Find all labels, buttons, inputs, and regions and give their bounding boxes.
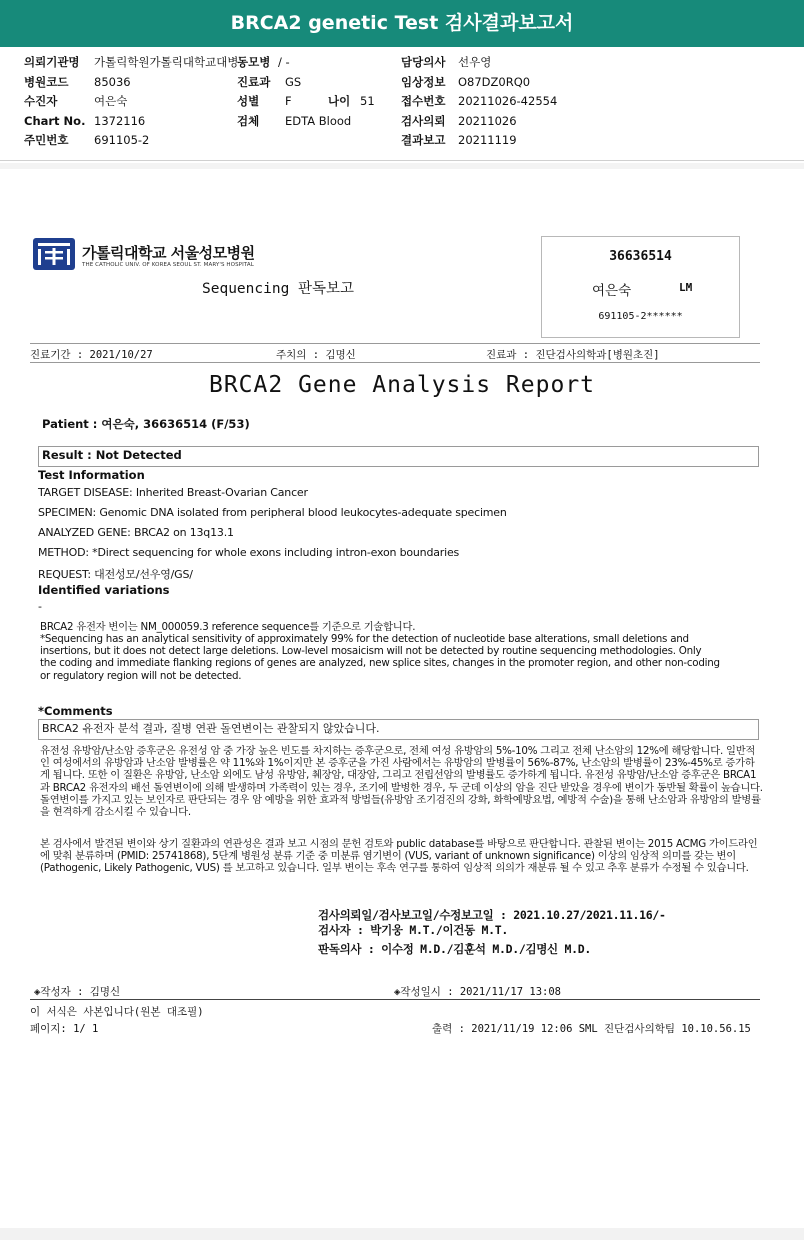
sensitivity-note: *Sequencing has an analytical sensitivity of approximately 99% for the detection of nucleotide base alterations, small deletions and insertions, but it does not detect large deletions. Low-level mosaicism will not be detected by routine sequencing methodologies. Only the coding and immediate flanking regions of genes are analyzed, new splice sites, changes in the promoter region, and other non-coding or regulatory region will not be detected. [40,633,720,682]
visit-department: 진료과 : 진단검사의학과[병원초진] [486,349,660,361]
patient-tag: LM [679,281,693,294]
meta-row-sex [237,92,375,112]
test-information-title: Test Information [38,468,145,482]
visit-bottom-rule [30,362,760,363]
meta-value: 85036 [94,74,131,89]
meta-key: 동모병 [237,55,271,69]
meta-row-hospital-suffix [237,53,375,73]
meta-key: 주민번호 [24,133,69,147]
meta-row-patient [24,92,238,112]
footer-page: 페이지: 1/ 1 [30,1023,99,1035]
patient-rrn: 691105-2****** [598,311,683,322]
signature-reader: 판독의사 : 이수정 M.D./김훈석 M.D./김명신 M.D. [318,942,591,956]
meta-row-report-date [401,131,557,151]
visit-date: 진료기간 : 2021/10/27 [30,349,153,361]
meta-value: EDTA Blood [285,113,352,128]
footer-copy-note: 이 서식은 사본입니다(원본 대조필) [30,1006,204,1018]
hospital-subtitle: THE CATHOLIC UNIV. OF KOREA SEOUL ST. MARY'S HOSPITAL [82,262,254,268]
meta-value-age: 51 [360,94,375,108]
footer-print-info: 출력 : 2021/11/19 12:06 SML 진단검사의학팀 10.10.56.15 [432,1023,751,1035]
meta-column-2 [237,53,375,131]
meta-key: 결과보고 [401,133,446,147]
identified-variations-value: - [38,600,42,613]
meta-row-hospital-code [24,73,238,93]
meta-key: 검사의뢰 [401,113,446,128]
meta-key: Chart No. [24,113,86,128]
reference-note: BRCA2 유전자 변이는 NM_000059.3 reference sequence를 기준으로 기술합니다. [40,621,416,633]
patient-name: 여은숙 [592,283,632,299]
comment-box: BRCA2 유전자 분석 결과, 질병 연관 돌연변이는 관찰되지 않았습니다. [38,719,759,740]
meta-value: 선우영 [458,55,492,69]
meta-column-3 [401,53,557,151]
signature-tester: 검사자 : 박기웅 M.T./이건동 M.T. [318,923,509,937]
meta-row-receipt-no [401,92,557,112]
test-target-disease: TARGET DISEASE: Inherited Breast-Ovarian Cancer [38,486,308,499]
result-box: Result : Not Detected [38,446,759,467]
meta-key: 접수번호 [401,94,446,108]
meta-value: 20211119 [458,133,517,147]
hospital-logo-icon [33,238,75,274]
meta-key-age: 나이 [328,94,351,108]
page-bottom-strip [0,1228,804,1240]
meta-value: 20211026 [458,113,517,128]
meta-row-clinical-info [401,73,557,93]
test-specimen: SPECIMEN: Genomic DNA isolated from peripheral blood leukocytes-adequate specimen [38,506,507,519]
meta-row-institution [24,53,238,73]
attending-doctor: 주치의 : 김명신 [276,349,356,361]
meta-key: 담당의사 [401,55,446,69]
meta-key: 임상정보 [401,74,446,89]
meta-row-rrn [24,131,238,151]
visit-top-rule [30,343,760,344]
comments-title: *Comments [38,704,113,718]
identified-variations-title: Identified variations [38,583,170,597]
meta-value: GS [285,74,302,89]
meta-row-doctor [401,53,557,73]
meta-value: O87DZ0RQ0 [458,74,531,89]
meta-column-1 [24,53,238,151]
hospital-name: 가톨릭대학교 서울성모병원 [82,244,255,262]
meta-value: 가톨릭학원가톨릭대학교대병 [94,55,239,69]
report-banner-title: BRCA2 genetic Test 검사결과보고서 [0,0,804,47]
patient-id-box [541,236,740,338]
document-type-title: Sequencing 판독보고 [202,281,355,297]
meta-value: 1372116 [94,113,146,128]
signature-dates: 검사의뢰일/검사보고일/수정보고일 : 2021.10.27/2021.11.16/- [318,908,666,922]
meta-row-chart-no [24,112,238,132]
footer-author: ◈작성자 : 김명신 [34,986,121,998]
meta-row-specimen [237,112,375,132]
meta-value: / - [278,55,290,69]
footer-written-at: ◈작성일시 : 2021/11/17 13:08 [394,986,562,998]
report-title: BRCA2 Gene Analysis Report [208,372,596,398]
meta-key: 병원코드 [24,74,69,89]
meta-key: 검체 [237,113,260,128]
meta-key: 수진자 [24,94,58,108]
test-request: REQUEST: 대전성모/선우영/GS/ [38,568,193,581]
comment-paragraph-2: 본 검사에서 발견된 변이와 상기 질환과의 연관성은 결과 보고 시점의 문헌 검토와 public database를 바탕으로 판단합니다. 관찰된 변이는 2015 ACMG 가이드라인에 맞춰 분류하며 (PMID: 25741868), 5단계 병원성 분류 기준 중 미분류 염기변이 (VUS, variant of unknown significance) 이상의 임상적 의미를 갖는 변이 (Pathogenic, Likely Pathogenic, VUS) 를 보고하고 있습니다. 일부 변이는 후속 연구를 통하여 임상적 의의가 재분류 될 수 있고 추후 분류가 수정될 수 있습니다. [40,838,758,875]
meta-row-department [237,73,375,93]
meta-divider [0,160,804,161]
meta-row-request-date [401,112,557,132]
meta-value: 여은숙 [94,94,128,108]
test-method: METHOD: *Direct sequencing for whole exons including intron-exon boundaries [38,546,460,559]
meta-key: 진료과 [237,74,271,89]
footer-rule [30,999,760,1000]
test-analyzed-gene: ANALYZED GENE: BRCA2 on 13q13.1 [38,526,234,539]
meta-key: 의뢰기관명 [24,55,80,69]
meta-value: 20211026-42554 [458,94,558,108]
meta-key: 성별 [237,94,260,108]
patient-number: 36636514 [609,249,672,264]
comment-paragraph-1: 유전성 유방암/난소암 증후군은 유전성 암 중 가장 높은 빈도를 차지하는 증후군으로, 전체 여성 유방암의 5%-10% 그리고 전체 난소암의 12%에 해당합니다. 일반적인 여성에서의 유방암과 난소암 발병률은 약 11%와 1%이지만 본 증후군을 가진 사람에서는 유방암의 발병률이 56%-87%, 난소암의 발병률이 23%-45%로 증가하게 됩니다. 또한 이 질환은 유방암, 난소암 외에도 남성 유방암, 췌장암, 대장암, 그리고 전립선암의 발병률도 증가하게 됩니다. 유전성 유방암/난소암 증후군은 BRCA1과 BRCA2 유전자의 배선 돌연변이에 의해 발생하며 가족력이 있는 경우, 조기에 발병한 경우, 두 군데 이상의 암을 진단 받았을 경우에 변이가 동반될 확률이 높습니다. 돌연변이를 가지고 있는 보인자로 판단되는 경우 암 예방을 위한 효과적 방법들(유방암 조기검진의 강화, 화학예방요법, 예방적 수술)을 통해 난소암과 유방암의 발병률을 현격하게 감소시킬 수 있습니다. [40,745,763,819]
meta-value: 691105-2 [94,133,150,147]
meta-value: F [285,94,292,108]
report-patient: Patient : 여은숙, 36636514 (F/53) [42,417,250,431]
meta-divider-shadow [0,163,804,169]
